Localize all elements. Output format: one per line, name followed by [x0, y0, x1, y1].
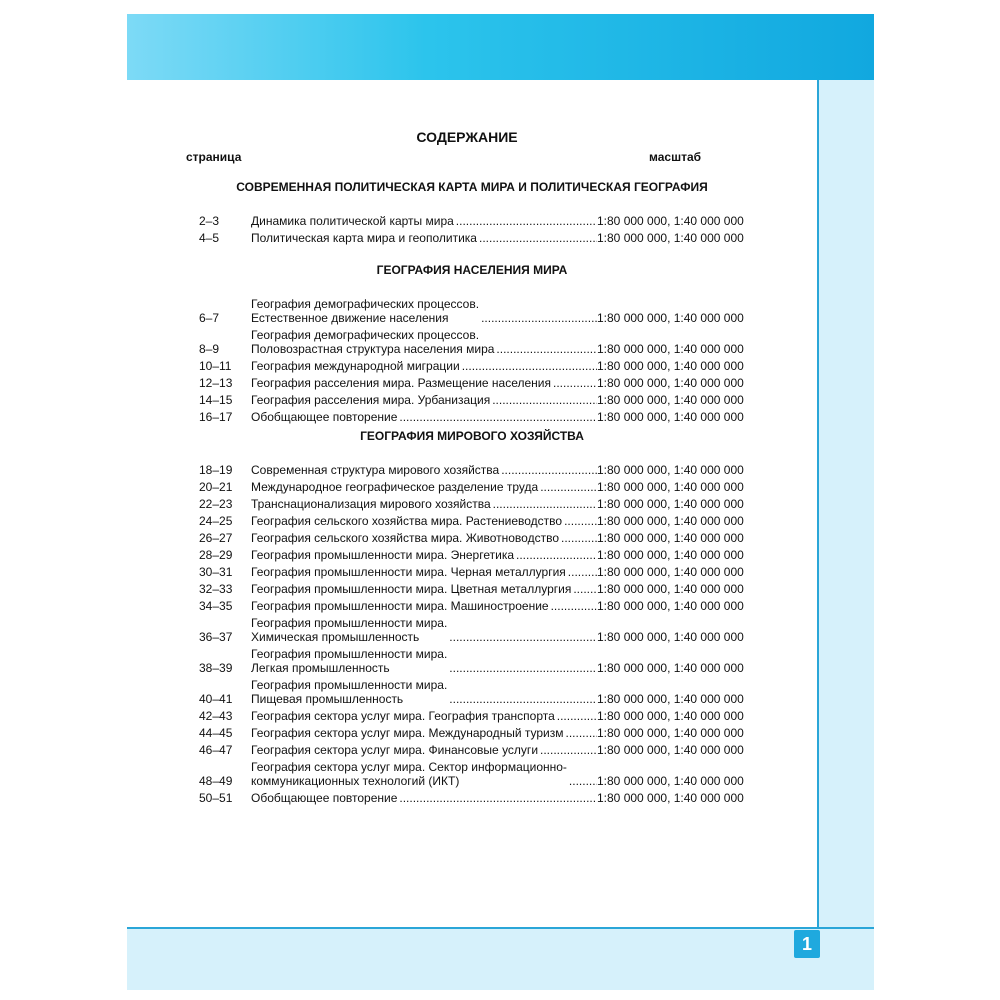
- entry-body: [251, 393, 597, 407]
- entry-body: [251, 359, 597, 373]
- entry-scale: 1:80 000 000, 1:40 000 000: [597, 497, 744, 511]
- toc-entry[interactable]: [127, 514, 817, 528]
- entry-scale: 1:80 000 000, 1:40 000 000: [597, 342, 744, 356]
- toc-entry[interactable]: [127, 582, 817, 596]
- entry-pages: 28–29: [199, 548, 233, 562]
- toc-entry[interactable]: [127, 678, 817, 706]
- toc-entry[interactable]: [127, 410, 817, 424]
- dot-leader: [449, 692, 597, 706]
- entry-body: [251, 743, 597, 757]
- toc-entry[interactable]: [127, 726, 817, 740]
- entry-pages: 20–21: [199, 480, 233, 494]
- toc-entry[interactable]: [127, 480, 817, 494]
- dot-leader: [569, 774, 597, 788]
- toc-entry[interactable]: [127, 791, 817, 805]
- dot-leader: [561, 531, 597, 545]
- entry-body: [251, 514, 597, 528]
- entry-scale: 1:80 000 000, 1:40 000 000: [597, 393, 744, 407]
- entry-pages: 16–17: [199, 410, 233, 424]
- dot-leader: [551, 599, 597, 613]
- section-title: СОВРЕМЕННАЯ ПОЛИТИЧЕСКАЯ КАРТА МИРА И ПОЛИТИЧЕСКАЯ ГЕОГРАФИЯ: [236, 180, 708, 194]
- entry-body: [251, 497, 597, 511]
- entry-body: [251, 376, 597, 390]
- entry-title: География международной миграции: [251, 359, 460, 373]
- entry-title: Современная структура мирового хозяйства: [251, 463, 500, 477]
- entry-title: География сельского хозяйства мира. Животноводство: [251, 531, 559, 545]
- entry-pages: 12–13: [199, 376, 233, 390]
- entry-scale: 1:80 000 000, 1:40 000 000: [597, 661, 744, 675]
- entry-scale: 1:80 000 000, 1:40 000 000: [597, 410, 744, 424]
- entry-scale: 1:80 000 000, 1:40 000 000: [597, 791, 744, 805]
- entry-title: География сельского хозяйства мира. Растениеводство: [251, 514, 563, 528]
- entry-title: География расселения мира. Урбанизация: [251, 393, 491, 407]
- dot-leader: [492, 393, 597, 407]
- entry-body: [251, 231, 597, 245]
- toc-entry[interactable]: [127, 548, 817, 562]
- dot-leader: [516, 548, 597, 562]
- entry-body: [251, 726, 597, 740]
- entry-title: География промышленности мира. Энергетика: [251, 548, 515, 562]
- entry-pages: 46–47: [199, 743, 233, 757]
- entry-body: [251, 647, 597, 675]
- entry-title: География сектора услуг мира. География транспорта: [251, 709, 555, 723]
- dot-leader: [462, 359, 597, 373]
- entry-body: [251, 410, 597, 424]
- entry-scale: 1:80 000 000, 1:40 000 000: [597, 463, 744, 477]
- entry-pages: 26–27: [199, 531, 233, 545]
- entry-title: География промышленности мира. Цветная металлургия: [251, 582, 572, 596]
- toc-entry[interactable]: [127, 297, 817, 325]
- entry-scale: 1:80 000 000, 1:40 000 000: [597, 231, 744, 245]
- section-political-geography: [127, 180, 817, 248]
- entry-title: Международное географическое разделение труда: [251, 480, 539, 494]
- entry-title: География демографических процессов. Естественное движение населения: [251, 297, 480, 325]
- dot-leader: [540, 743, 597, 757]
- entry-pages: 32–33: [199, 582, 233, 596]
- section-title: ГЕОГРАФИЯ НАСЕЛЕНИЯ МИРА: [376, 263, 568, 277]
- toc-entry[interactable]: [127, 376, 817, 390]
- dot-leader: [493, 497, 597, 511]
- dot-leader: [481, 311, 597, 325]
- toc-entry[interactable]: [127, 231, 817, 245]
- dot-leader: [568, 565, 597, 579]
- toc-entries: [127, 214, 817, 245]
- dot-leader: [566, 726, 598, 740]
- entry-scale: 1:80 000 000, 1:40 000 000: [597, 599, 744, 613]
- contents-title: СОДЕРЖАНИЕ: [416, 129, 518, 145]
- section-world-economy: [127, 429, 817, 808]
- entry-title: География демографических процессов. Половозрастная структура населения мира: [251, 328, 495, 356]
- entry-title: География промышленности мира. Пищевая промышленность: [251, 678, 448, 706]
- entry-scale: 1:80 000 000, 1:40 000 000: [597, 214, 744, 228]
- toc-entry[interactable]: [127, 497, 817, 511]
- toc-entry[interactable]: [127, 709, 817, 723]
- entry-pages: 18–19: [199, 463, 233, 477]
- entry-body: [251, 791, 597, 805]
- entry-scale: 1:80 000 000, 1:40 000 000: [597, 582, 744, 596]
- toc-entry[interactable]: [127, 463, 817, 477]
- entry-title: Политическая карта мира и геополитика: [251, 231, 477, 245]
- entry-body: [251, 531, 597, 545]
- entry-scale: 1:80 000 000, 1:40 000 000: [597, 709, 744, 723]
- entry-pages: 2–3: [199, 214, 220, 228]
- entry-title: География сектора услуг мира. Международный туризм: [251, 726, 564, 740]
- entry-pages: 4–5: [199, 231, 220, 245]
- dot-leader: [540, 480, 597, 494]
- entry-pages: 8–9: [199, 342, 220, 356]
- entry-title: Динамика политической карты мира: [251, 214, 454, 228]
- toc-entry[interactable]: [127, 743, 817, 757]
- entry-scale: 1:80 000 000, 1:40 000 000: [597, 692, 744, 706]
- toc-entry[interactable]: [127, 359, 817, 373]
- header-band: [127, 14, 874, 80]
- dot-leader: [496, 342, 597, 356]
- entry-pages: 38–39: [199, 661, 233, 675]
- entry-body: [251, 328, 597, 356]
- entry-scale: 1:80 000 000, 1:40 000 000: [597, 531, 744, 545]
- entry-pages: 36–37: [199, 630, 233, 644]
- entry-body: [251, 565, 597, 579]
- dot-leader: [399, 791, 597, 805]
- entry-title: География расселения мира. Размещение населения: [251, 376, 552, 390]
- toc-entry[interactable]: [127, 760, 817, 788]
- entry-title: География сектора услуг мира. Финансовые услуги: [251, 743, 539, 757]
- entry-title: География сектора услуг мира. Сектор информационно- коммуникационных технологий (ИКТ): [251, 760, 567, 788]
- footer-band: [127, 927, 874, 990]
- toc-entry[interactable]: [127, 647, 817, 675]
- section-title: ГЕОГРАФИЯ МИРОВОГО ХОЗЯЙСТВА: [360, 429, 584, 443]
- entry-body: [251, 599, 597, 613]
- entry-pages: 40–41: [199, 692, 233, 706]
- dot-leader: [573, 582, 597, 596]
- entry-body: [251, 616, 597, 644]
- entry-pages: 30–31: [199, 565, 233, 579]
- entry-body: [251, 480, 597, 494]
- entry-pages: 14–15: [199, 393, 233, 407]
- entry-pages: 42–43: [199, 709, 233, 723]
- entry-title: География промышленности мира. Черная металлургия: [251, 565, 566, 579]
- entry-scale: 1:80 000 000, 1:40 000 000: [597, 726, 744, 740]
- entry-body: [251, 297, 597, 325]
- entry-pages: 34–35: [199, 599, 233, 613]
- entry-body: [251, 760, 597, 788]
- entry-title: География промышленности мира. Химическая промышленность: [251, 616, 448, 644]
- entry-body: [251, 582, 597, 596]
- entry-title: География промышленности мира. Легкая промышленность: [251, 647, 448, 675]
- dot-leader: [449, 630, 597, 644]
- right-margin-strip: [817, 80, 874, 990]
- dot-leader: [456, 214, 597, 228]
- entry-scale: 1:80 000 000, 1:40 000 000: [597, 774, 744, 788]
- page-number: 1: [794, 930, 820, 958]
- entry-scale: 1:80 000 000, 1:40 000 000: [597, 743, 744, 757]
- entry-pages: 44–45: [199, 726, 233, 740]
- entry-body: [251, 548, 597, 562]
- entry-title: Транснационализация мирового хозяйства: [251, 497, 491, 511]
- entry-scale: 1:80 000 000, 1:40 000 000: [597, 514, 744, 528]
- toc-entries: [127, 297, 817, 424]
- entry-title: География промышленности мира. Машиностроение: [251, 599, 549, 613]
- entry-pages: 10–11: [199, 359, 232, 373]
- toc-entry[interactable]: [127, 616, 817, 644]
- entry-pages: 24–25: [199, 514, 233, 528]
- dot-leader: [557, 709, 597, 723]
- entry-body: [251, 214, 597, 228]
- entry-scale: 1:80 000 000, 1:40 000 000: [597, 376, 744, 390]
- toc-entry[interactable]: [127, 328, 817, 356]
- entry-scale: 1:80 000 000, 1:40 000 000: [597, 548, 744, 562]
- dot-leader: [399, 410, 597, 424]
- section-population-geography: [127, 263, 817, 427]
- entry-scale: 1:80 000 000, 1:40 000 000: [597, 359, 744, 373]
- entry-pages: 48–49: [199, 774, 233, 788]
- entry-scale: 1:80 000 000, 1:40 000 000: [597, 630, 744, 644]
- dot-leader: [449, 661, 597, 675]
- toc-entry[interactable]: [127, 214, 817, 228]
- dot-leader: [564, 514, 597, 528]
- entry-body: [251, 709, 597, 723]
- entry-scale: 1:80 000 000, 1:40 000 000: [597, 565, 744, 579]
- entry-pages: 6–7: [199, 311, 220, 325]
- entry-body: [251, 678, 597, 706]
- entry-body: [251, 463, 597, 477]
- toc-entry[interactable]: [127, 599, 817, 613]
- entry-scale: 1:80 000 000, 1:40 000 000: [597, 480, 744, 494]
- toc-entry[interactable]: [127, 393, 817, 407]
- entry-scale: 1:80 000 000, 1:40 000 000: [597, 311, 744, 325]
- dot-leader: [501, 463, 597, 477]
- entry-pages: 22–23: [199, 497, 233, 511]
- dot-leader: [553, 376, 597, 390]
- toc-entries: [127, 463, 817, 805]
- column-header-page: страница: [186, 150, 242, 164]
- toc-entry[interactable]: [127, 531, 817, 545]
- entry-title: Обобщающее повторение: [251, 791, 398, 805]
- column-header-scale: масштаб: [649, 150, 702, 164]
- entry-title: Обобщающее повторение: [251, 410, 398, 424]
- toc-entry[interactable]: [127, 565, 817, 579]
- entry-pages: 50–51: [199, 791, 233, 805]
- dot-leader: [479, 231, 597, 245]
- page: [127, 14, 874, 990]
